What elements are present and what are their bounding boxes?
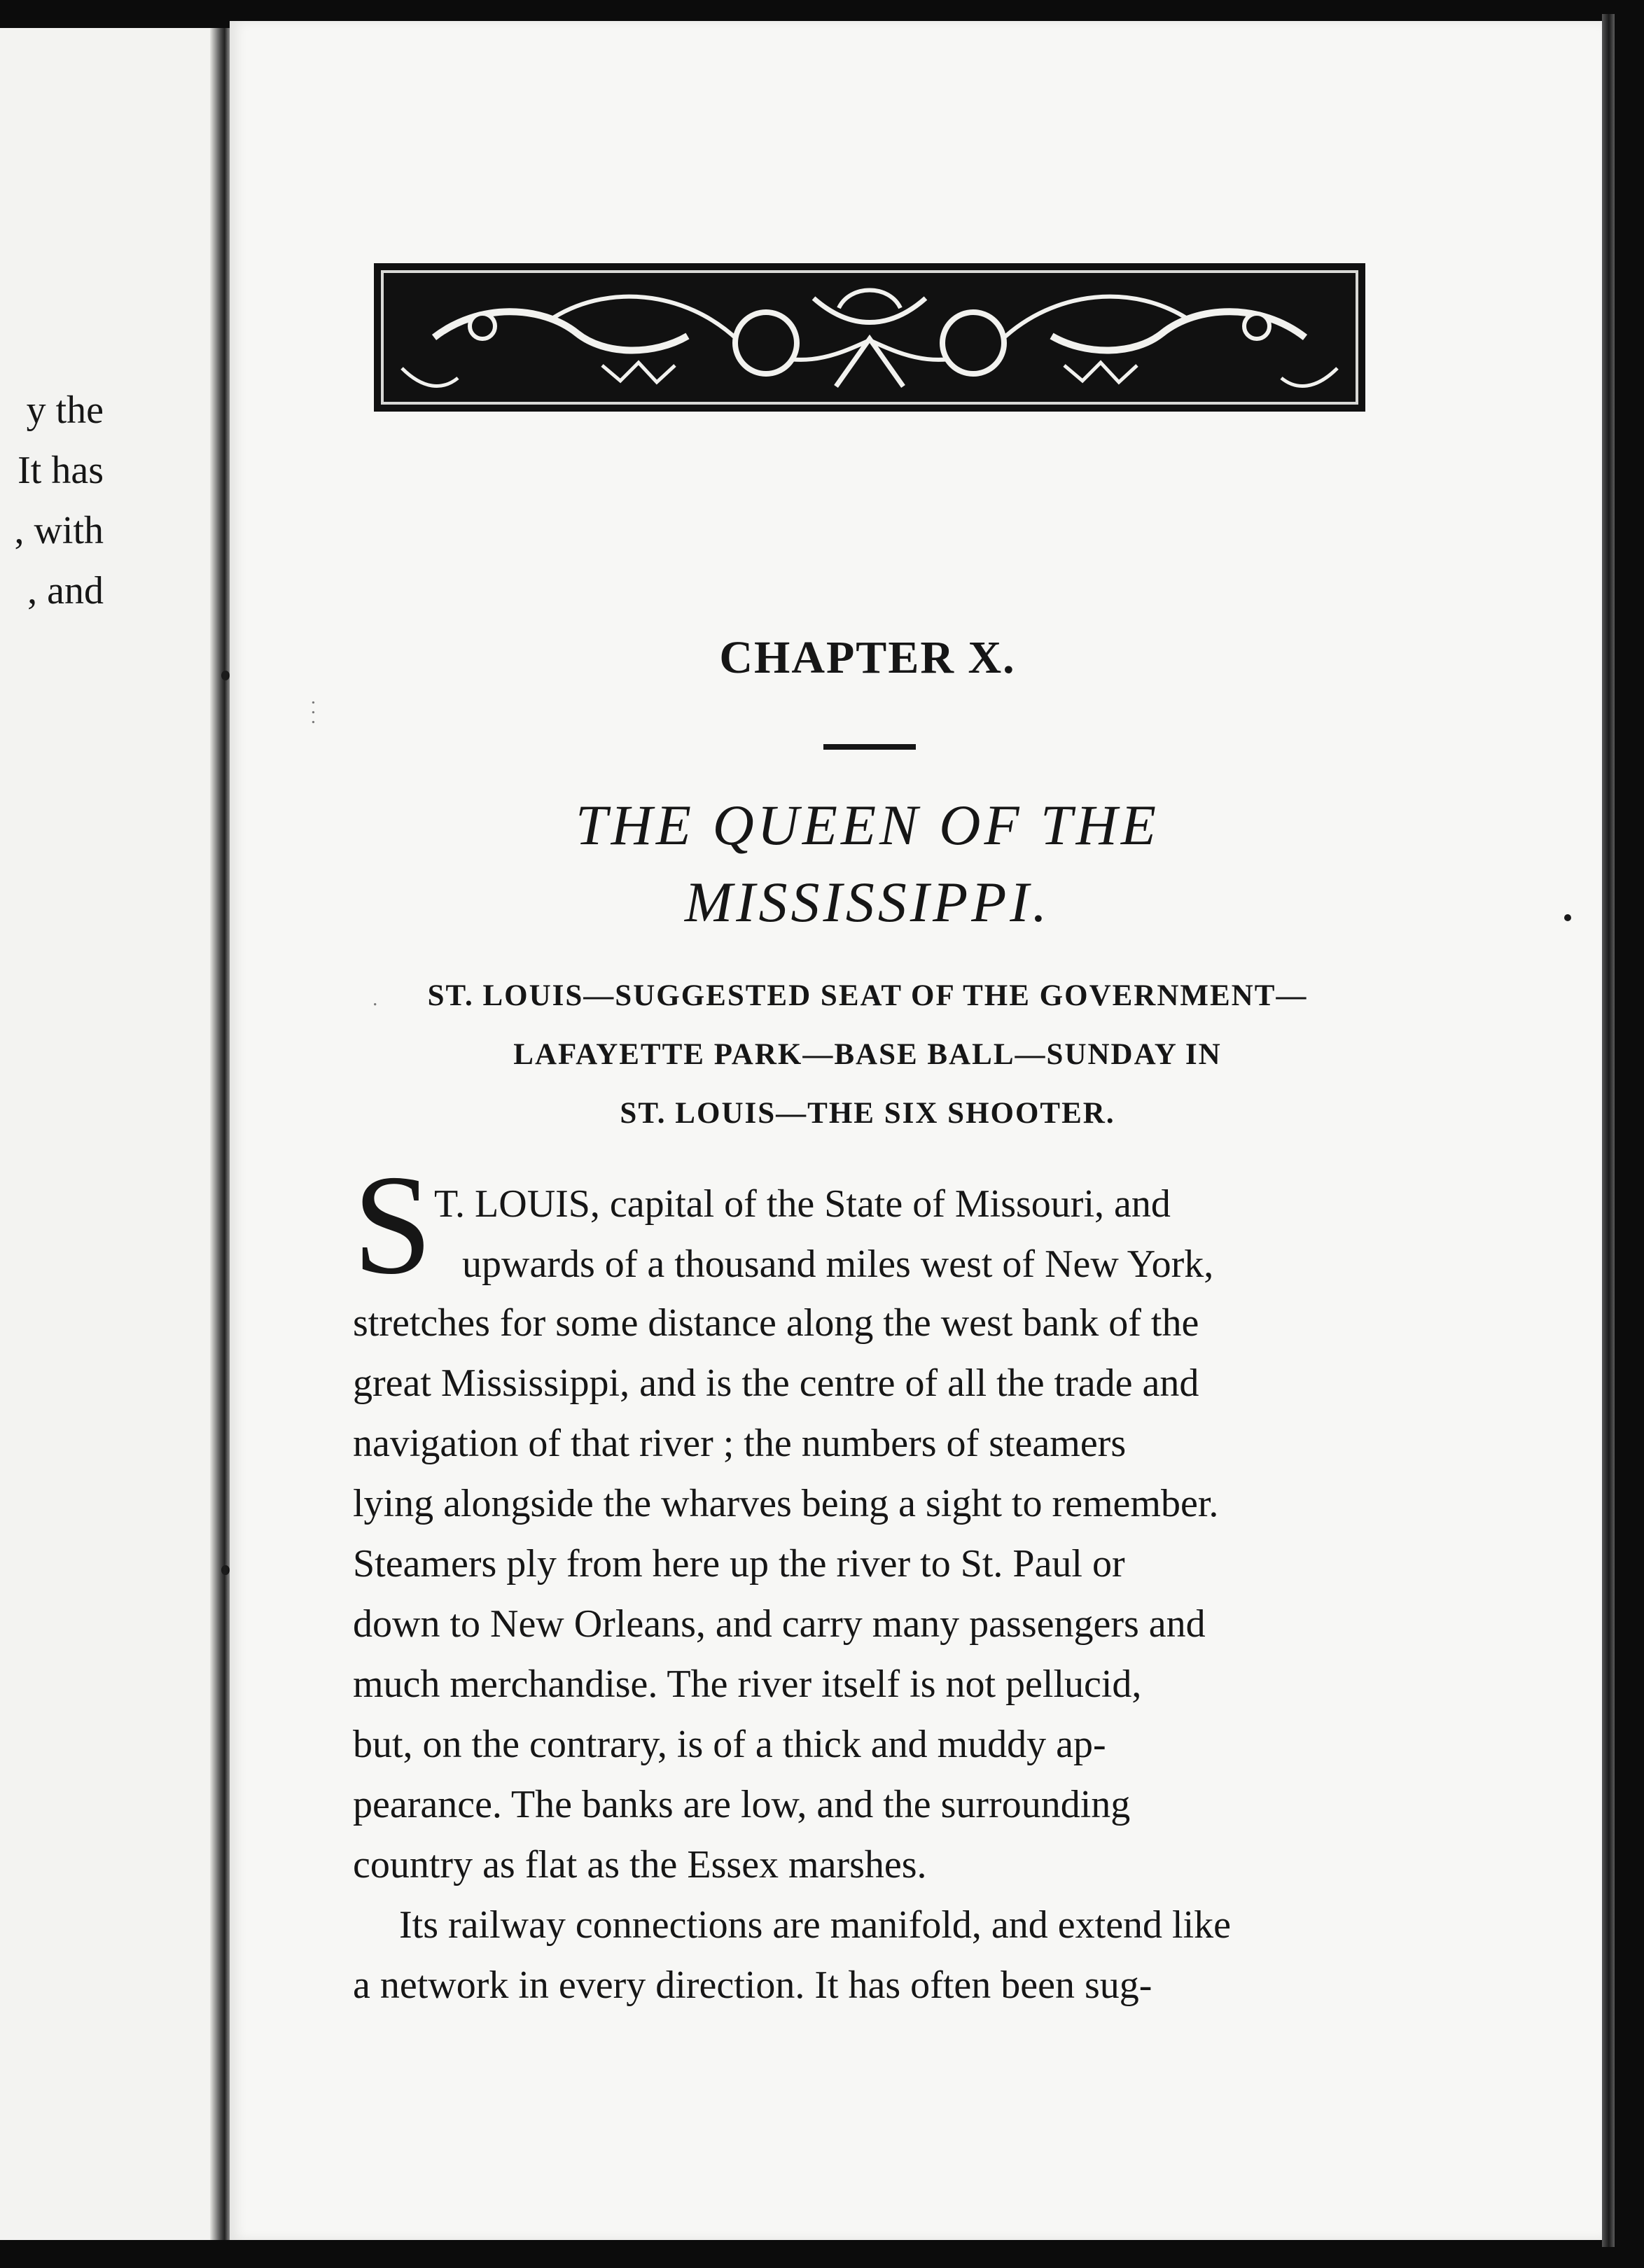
body-line: upwards of a thousand miles west of New York, [462,1242,1214,1286]
page-speck [1564,914,1571,921]
page-speck [221,1565,230,1575]
ornamental-headpiece-icon [374,263,1365,412]
page-edge [1602,14,1615,2247]
body-line: much merchandise. The river itself is not pellucid, [353,1662,1142,1706]
chapter-title-line-2: MISSISSIPPI. [684,870,1051,934]
body-line: country as flat as the Essex marshes. [353,1843,927,1886]
left-page-line: , and [27,569,104,612]
body-line: T. LOUIS, capital of the State of Missouri, and [434,1182,1171,1226]
drop-cap: S [353,1146,433,1304]
chapter-title-line-1: THE QUEEN OF THE [576,793,1159,857]
chapter-number: CHAPTER X. [719,632,1016,683]
page-speck [221,671,230,680]
body-line: down to New Orleans, and carry many passengers and [353,1602,1206,1646]
body-line: lying alongside the wharves being a sight to remember. [353,1482,1219,1525]
body-line: Its railway connections are manifold, and extend like [399,1903,1232,1947]
chapter-subtitle-line-3: ST. LOUIS—THE SIX SHOOTER. [620,1097,1115,1130]
left-page-line: It has [18,449,104,492]
body-line: navigation of that river ; the numbers of steamers [353,1422,1127,1465]
left-page-line: , with [14,509,104,552]
body-line: stretches for some distance along the west bank of the [353,1301,1199,1345]
chapter-subtitle-line-1: ST. LOUIS—SUGGESTED SEAT OF THE GOVERNMENT— [427,979,1308,1012]
left-page [0,28,224,2240]
body-line: Steamers ply from here up the river to St. Paul or [353,1542,1125,1586]
page-mark: . . . [307,700,329,724]
body-line: a network in every direction. It has often been sug- [353,1963,1152,2007]
page-mark: · [363,1001,385,1008]
body-line: great Mississippi, and is the centre of all the trade and [353,1362,1199,1405]
chapter-subtitle-line-2: LAFAYETTE PARK—BASE BALL—SUNDAY IN [513,1038,1222,1071]
body-line: pearance. The banks are low, and the surrounding [353,1783,1131,1826]
left-page-line: y the [26,388,104,432]
chapter-rule [823,744,916,750]
body-line: but, on the contrary, is of a thick and muddy ap- [353,1723,1106,1766]
